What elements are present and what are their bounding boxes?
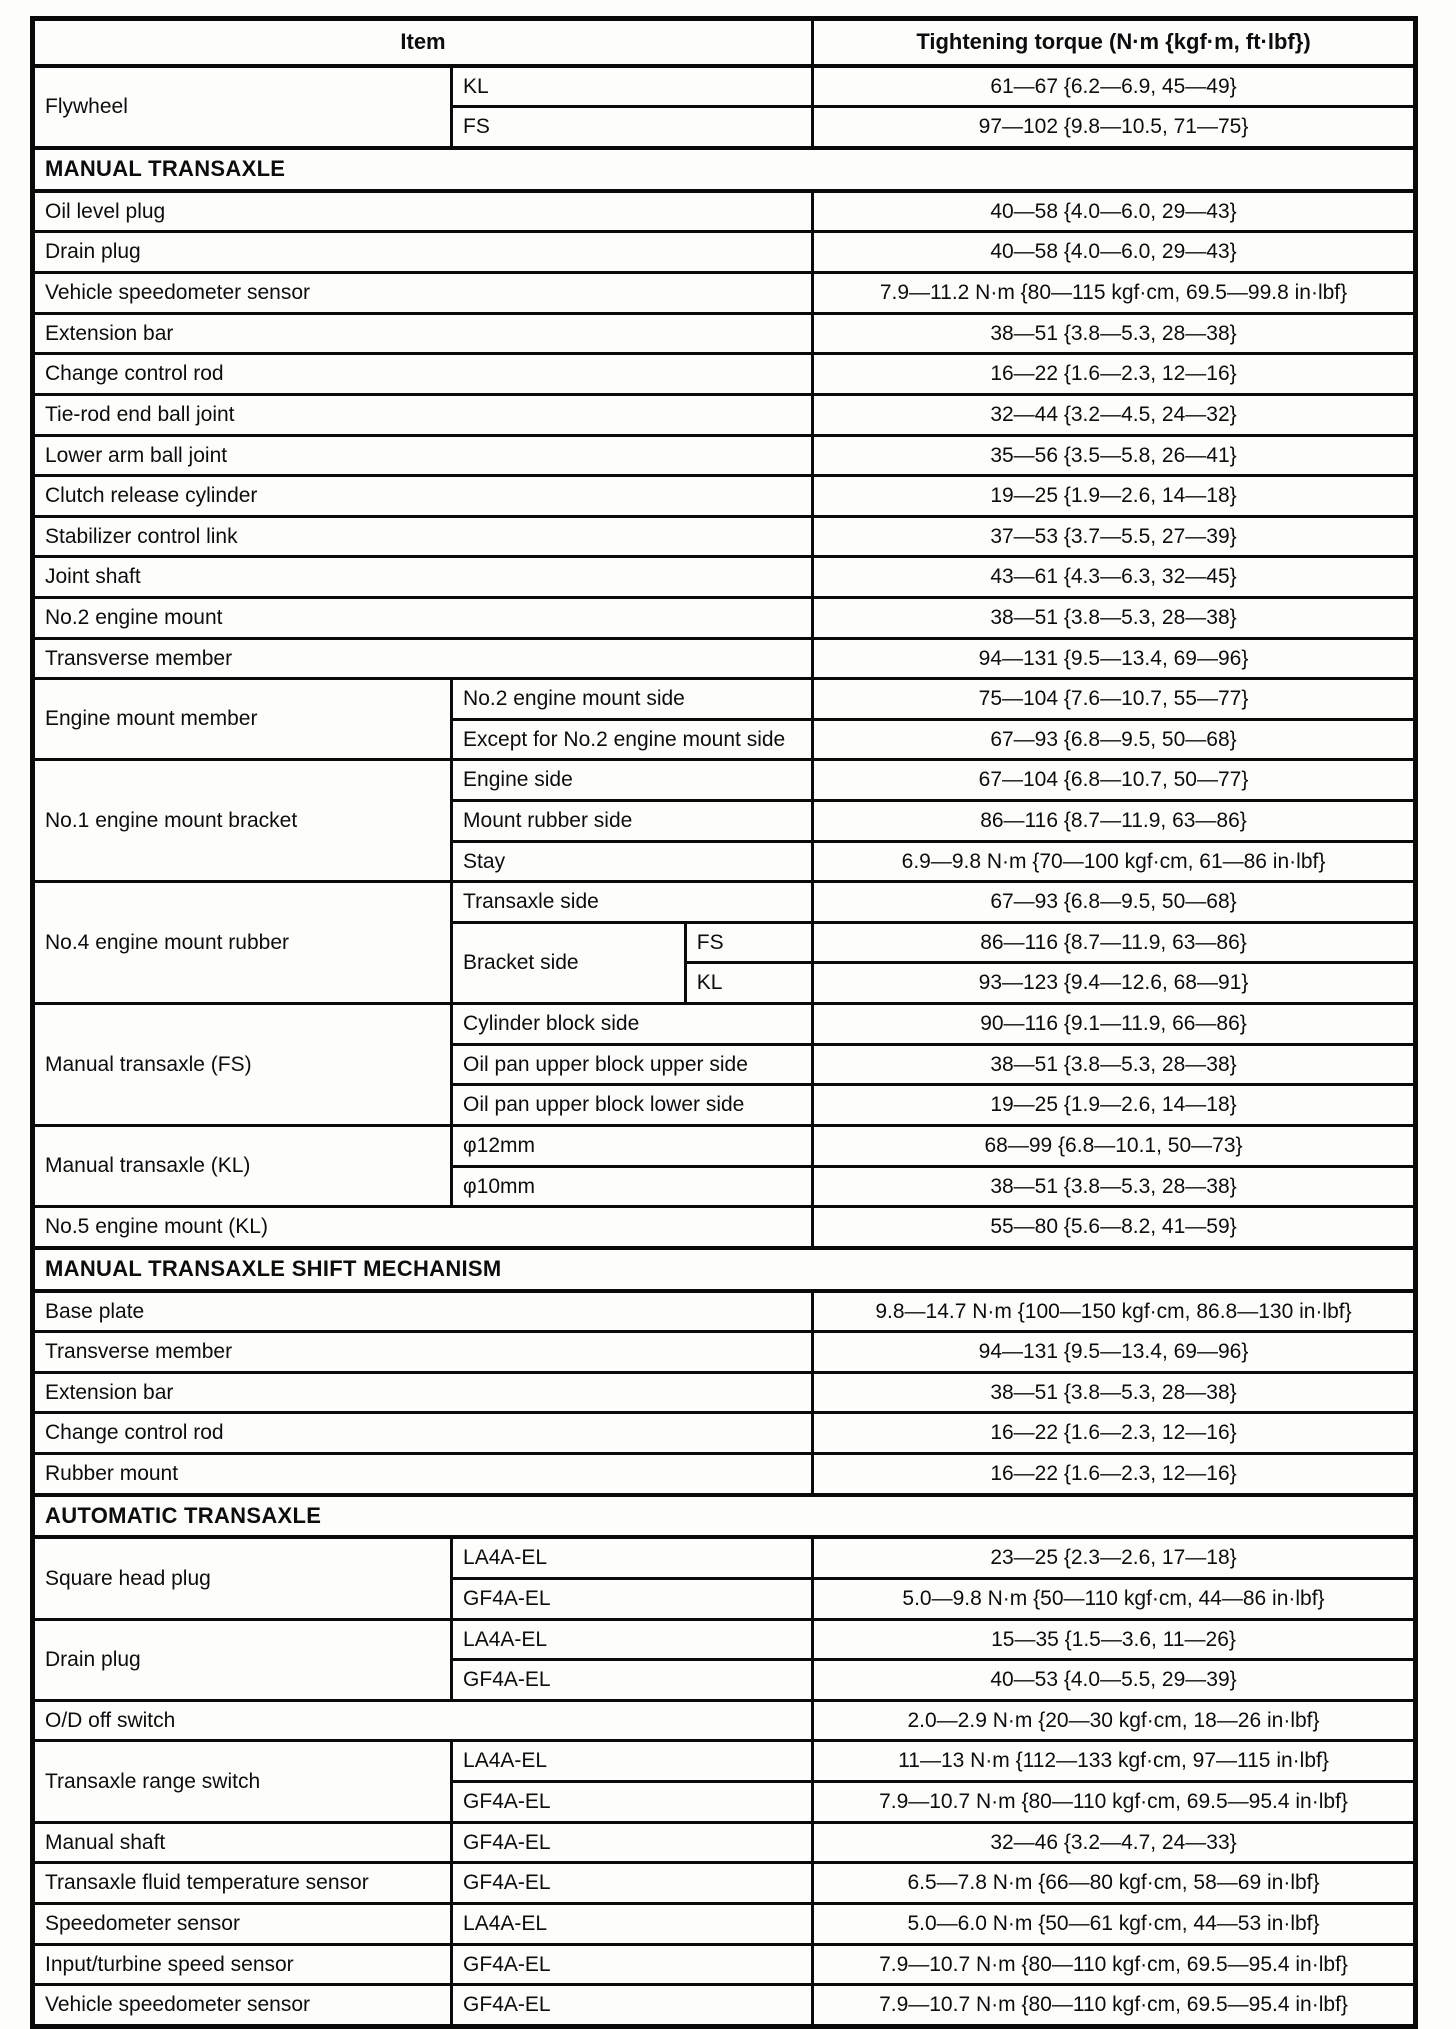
item-cell: Lower arm ball joint [33,435,813,476]
table-row [33,1291,1416,1332]
item-cell: Vehicle speedometer sensor [33,1985,452,2027]
torque-spec-table [30,16,1418,2029]
table-row [33,476,1416,517]
table-row [33,273,1416,314]
table-row [33,1903,1416,1944]
item-cell: No.5 engine mount (KL) [33,1207,813,1248]
torque-cell: 86—116 {8.7—11.9, 63—86} [813,922,1416,963]
table-row [33,1537,1416,1578]
table-row [33,882,1416,923]
torque-cell: 97—102 {9.8—10.5, 71—75} [813,107,1416,148]
item-cell: Manual transaxle (FS) [33,1004,452,1126]
torque-cell: 40—58 {4.0—6.0, 29—43} [813,232,1416,273]
table-row [33,354,1416,395]
table-row [33,1822,1416,1863]
item-cell: Input/turbine speed sensor [33,1944,452,1985]
torque-cell: 9.8—14.7 N·m {100—150 kgf·cm, 86.8—130 in·lbf} [813,1291,1416,1332]
table-row [33,66,1416,107]
item-cell: Change control rod [33,354,813,395]
item-cell: Stabilizer control link [33,516,813,557]
item-cell: Transaxle range switch [33,1741,452,1822]
item-cell: Oil level plug [33,191,813,232]
torque-cell: 5.0—6.0 N·m {50—61 kgf·cm, 44—53 in·lbf} [813,1903,1416,1944]
item-cell: Engine mount member [33,679,452,760]
torque-cell: 6.5—7.8 N·m {66—80 kgf·cm, 58—69 in·lbf} [813,1863,1416,1904]
table-row [33,638,1416,679]
torque-cell: 43—61 {4.3—6.3, 32—45} [813,557,1416,598]
torque-cell: 67—93 {6.8—9.5, 50—68} [813,719,1416,760]
torque-cell: 32—46 {3.2—4.7, 24—33} [813,1822,1416,1863]
torque-cell: 2.0—2.9 N·m {20—30 kgf·cm, 18—26 in·lbf} [813,1700,1416,1741]
item-cell: No.1 engine mount bracket [33,760,452,882]
table-row [33,1619,1416,1660]
torque-cell: 7.9—11.2 N·m {80—115 kgf·cm, 69.5—99.8 in·lbf} [813,273,1416,314]
table-row [33,557,1416,598]
item-cell: Transaxle fluid temperature sensor [33,1863,452,1904]
item-cell: Manual transaxle (KL) [33,1125,452,1206]
item-cell: O/D off switch [33,1700,813,1741]
sub-item-cell: No.2 engine mount side [452,679,813,720]
torque-cell: 94—131 {9.5—13.4, 69—96} [813,638,1416,679]
item-cell: No.2 engine mount [33,597,813,638]
torque-cell: 75—104 {7.6—10.7, 55—77} [813,679,1416,720]
item-cell: No.4 engine mount rubber [33,882,452,1004]
table-row [33,679,1416,720]
item-cell: Transverse member [33,1332,813,1373]
table-row [33,760,1416,801]
table-row [33,1700,1416,1741]
item-cell: Clutch release cylinder [33,476,813,517]
section-header-row [33,1495,1416,1538]
section-header-row [33,1248,1416,1291]
torque-cell: 11—13 N·m {112—133 kgf·cm, 97—115 in·lbf} [813,1741,1416,1782]
torque-cell: 40—58 {4.0—6.0, 29—43} [813,191,1416,232]
item-cell: Manual shaft [33,1822,452,1863]
table-row [33,313,1416,354]
torque-cell: 38—51 {3.8—5.3, 28—38} [813,597,1416,638]
sub-item-cell: GF4A-EL [452,1863,813,1904]
torque-cell: 19—25 {1.9—2.6, 14—18} [813,1085,1416,1126]
sub-item-cell: Stay [452,841,813,882]
item-cell: Transverse member [33,638,813,679]
column-header-item: Item [33,19,813,66]
item-cell: Extension bar [33,1372,813,1413]
item-cell: Joint shaft [33,557,813,598]
torque-cell: 86—116 {8.7—11.9, 63—86} [813,801,1416,842]
torque-cell: 61—67 {6.2—6.9, 45—49} [813,66,1416,107]
torque-cell: 55—80 {5.6—8.2, 41—59} [813,1207,1416,1248]
sub-item-cell: Oil pan upper block lower side [452,1085,813,1126]
item-cell: Extension bar [33,313,813,354]
sub-item-cell: KL [452,66,813,107]
table-row [33,1863,1416,1904]
torque-cell: 40—53 {4.0—5.5, 29—39} [813,1660,1416,1701]
table-row [33,191,1416,232]
table-row [33,435,1416,476]
section-header: MANUAL TRANSAXLE SHIFT MECHANISM [33,1248,1416,1291]
sub-item-cell: GF4A-EL [452,1782,813,1823]
sub-item-cell: Oil pan upper block upper side [452,1044,813,1085]
table-row [33,1332,1416,1373]
sub-item-cell: GF4A-EL [452,1579,813,1620]
torque-cell: 38—51 {3.8—5.3, 28—38} [813,313,1416,354]
table-row [33,394,1416,435]
table-row [33,1985,1416,2027]
torque-cell: 90—116 {9.1—11.9, 66—86} [813,1004,1416,1045]
torque-cell: 68—99 {6.8—10.1, 50—73} [813,1125,1416,1166]
torque-cell: 35—56 {3.5—5.8, 26—41} [813,435,1416,476]
torque-cell: 37—53 {3.7—5.5, 27—39} [813,516,1416,557]
torque-cell: 6.9—9.8 N·m {70—100 kgf·cm, 61—86 in·lbf} [813,841,1416,882]
sub-item-cell: Bracket side [452,922,686,1003]
torque-cell: 16—22 {1.6—2.3, 12—16} [813,1413,1416,1454]
item-cell: Tie-rod end ball joint [33,394,813,435]
item-cell: Square head plug [33,1537,452,1619]
sub-item-cell: LA4A-EL [452,1741,813,1782]
table-row [33,1413,1416,1454]
sub-item-cell: GF4A-EL [452,1822,813,1863]
torque-cell: 38—51 {3.8—5.3, 28—38} [813,1372,1416,1413]
item-cell: Flywheel [33,66,452,148]
table-row [33,1944,1416,1985]
item-cell: Base plate [33,1291,813,1332]
section-header: AUTOMATIC TRANSAXLE [33,1495,1416,1538]
torque-cell: 32—44 {3.2—4.5, 24—32} [813,394,1416,435]
torque-cell: 23—25 {2.3—2.6, 17—18} [813,1537,1416,1578]
table-row [33,1372,1416,1413]
header-row [33,19,1416,66]
torque-cell: 5.0—9.8 N·m {50—110 kgf·cm, 44—86 in·lbf} [813,1579,1416,1620]
sub-item-cell: GF4A-EL [452,1660,813,1701]
torque-cell: 7.9—10.7 N·m {80—110 kgf·cm, 69.5—95.4 in·lbf} [813,1944,1416,1985]
sub-item-cell: GF4A-EL [452,1944,813,1985]
torque-cell: 16—22 {1.6—2.3, 12—16} [813,1453,1416,1494]
table-row [33,516,1416,557]
torque-cell: 94—131 {9.5—13.4, 69—96} [813,1332,1416,1373]
table-row [33,232,1416,273]
table-row [33,1741,1416,1782]
torque-cell: 16—22 {1.6—2.3, 12—16} [813,354,1416,395]
torque-cell: 7.9—10.7 N·m {80—110 kgf·cm, 69.5—95.4 in·lbf} [813,1985,1416,2027]
table-row [33,1125,1416,1166]
torque-cell: 93—123 {9.4—12.6, 68—91} [813,963,1416,1004]
table-row [33,597,1416,638]
torque-cell: 7.9—10.7 N·m {80—110 kgf·cm, 69.5—95.4 in·lbf} [813,1782,1416,1823]
torque-cell: 19—25 {1.9—2.6, 14—18} [813,476,1416,517]
item-cell: Drain plug [33,232,813,273]
torque-cell: 15—35 {1.5—3.6, 11—26} [813,1619,1416,1660]
sub-item-cell: LA4A-EL [452,1903,813,1944]
sub-item-cell: LA4A-EL [452,1619,813,1660]
torque-cell: 67—104 {6.8—10.7, 50—77} [813,760,1416,801]
section-header: MANUAL TRANSAXLE [33,148,1416,191]
sub-item-cell: GF4A-EL [452,1985,813,2027]
variant-cell: KL [685,963,812,1004]
table-row [33,1207,1416,1248]
torque-cell: 67—93 {6.8—9.5, 50—68} [813,882,1416,923]
sub-item-cell: Cylinder block side [452,1004,813,1045]
sub-item-cell: φ10mm [452,1166,813,1207]
item-cell: Drain plug [33,1619,452,1700]
column-header-torque: Tightening torque (N·m {kgf·m, ft·lbf}) [813,19,1416,66]
sub-item-cell: Transaxle side [452,882,813,923]
item-cell: Speedometer sensor [33,1903,452,1944]
variant-cell: FS [685,922,812,963]
sub-item-cell: FS [452,107,813,148]
sub-item-cell: LA4A-EL [452,1537,813,1578]
section-header-row [33,148,1416,191]
sub-item-cell: Except for No.2 engine mount side [452,719,813,760]
table-row [33,1453,1416,1494]
torque-cell: 38—51 {3.8—5.3, 28—38} [813,1044,1416,1085]
table-row [33,1004,1416,1045]
sub-item-cell: Engine side [452,760,813,801]
item-cell: Rubber mount [33,1453,813,1494]
sub-item-cell: φ12mm [452,1125,813,1166]
torque-cell: 38—51 {3.8—5.3, 28—38} [813,1166,1416,1207]
item-cell: Change control rod [33,1413,813,1454]
sub-item-cell: Mount rubber side [452,801,813,842]
item-cell: Vehicle speedometer sensor [33,273,813,314]
